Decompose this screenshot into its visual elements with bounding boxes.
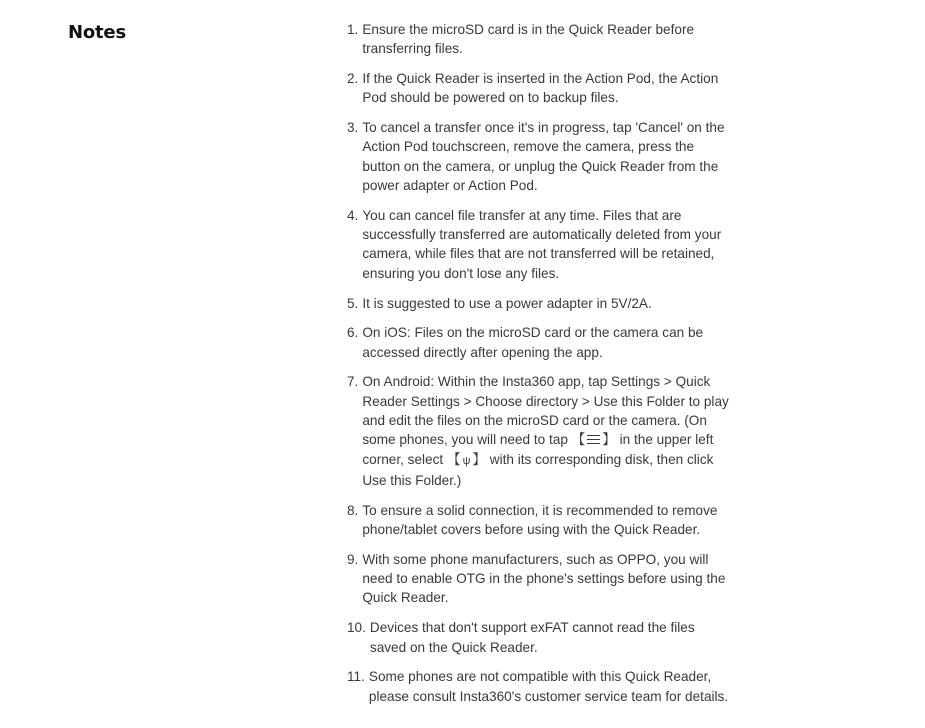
note-text: To cancel a transfer once it's in progress, tap 'Cancel' on the Action Pod touchscreen, remove the camera, press the button on the camera, or unplug the Quick Reader from the power adapter or Action Pod. [362,120,725,194]
note-item [347,550,732,608]
note-item [347,20,732,59]
note-number: 11. [347,669,365,685]
note-text [362,372,732,490]
note-text: Devices that don't support exFAT cannot read the files saved on the Quick Reader. [369,620,695,655]
note-text-part: with its corresponding disk, then click Use this Folder.) [362,451,714,488]
note-number: 1. [347,22,359,37]
note-number: 6. [347,325,359,341]
notes-list [347,20,732,716]
menu-icon [587,435,600,444]
note-text: Some phones are not compatible with this Quick Reader, please consult Insta360's customer service team for details. [368,669,729,704]
note-number: 5. [347,295,359,311]
note-item [347,323,732,362]
note-text: On iOS: Files on the microSD card or the camera can be accessed directly after opening the app. [362,325,704,360]
note-number: 9. [347,551,359,567]
note-item [347,294,732,313]
note-text: You can cancel file transfer at any time. Files that are successfully transferred are automatically deleted from your camera, while files that are not transferred will be retained, ensuring you don't lose any files. [362,207,722,281]
note-item [347,667,732,706]
bracket-close: 】 [472,451,486,467]
note-number: 2. [347,71,359,87]
note-text: Ensure the microSD card is in the Quick Reader before transferring files. [362,22,695,57]
note-item [347,206,732,283]
note-item [347,372,732,490]
bracket-open: 【 [571,432,586,448]
note-number: 8. [347,502,359,518]
note-number: 3. [347,120,359,136]
note-text: It is suggested to use a power adapter in 5V/2A. [362,295,652,311]
note-item [347,118,732,195]
note-number: 4. [347,207,359,223]
note-item [347,69,732,108]
note-text-part: in the upper left corner, select [362,432,714,467]
bracket-open: 【 [446,451,461,467]
note-item [347,501,732,540]
note-text: To ensure a solid connection, it is recommended to remove phone/tablet covers before using with the Quick Reader. [362,502,718,538]
note-item [347,618,732,657]
note-number: 10. [347,620,366,636]
note-text-part: On Android: Within the Insta360 app, tap Settings > Quick Reader Settings > Choose directory > Use this Folder to play and edit the files on the microSD card or the camera. (On some phones, you will need to tap [362,374,729,448]
bracket-close: 】 [602,432,616,448]
note-number: 7. [347,374,359,390]
note-text: With some phone manufacturers, such as OPPO, you will need to enable OTG in the phone's settings before using the Quick Reader. [362,551,726,606]
usb-icon: ψ [462,454,471,467]
note-text: If the Quick Reader is inserted in the Action Pod, the Action Pod should be powered on to backup files. [362,71,719,106]
page-title: Notes [68,22,126,43]
